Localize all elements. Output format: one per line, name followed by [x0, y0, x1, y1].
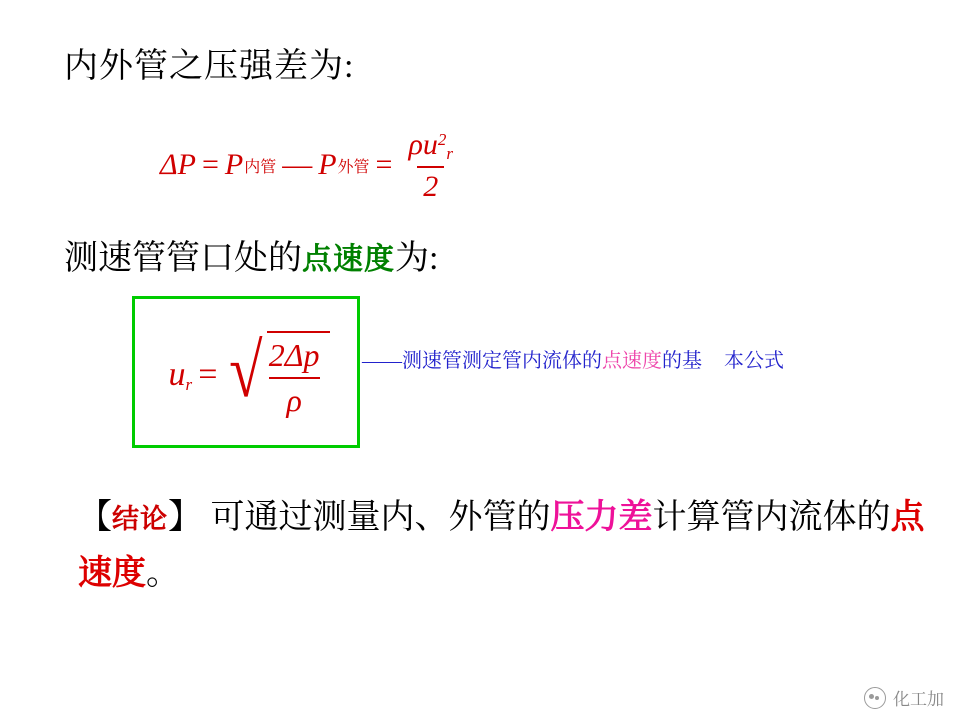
radical-sign-icon: √ — [229, 329, 263, 413]
eq2-equals: = — [196, 356, 220, 393]
line2-prefix: 测速管管口处的 — [64, 240, 302, 277]
conclusion-bracket-open: 【 — [78, 499, 112, 536]
eq1-minus: — — [282, 148, 313, 182]
heading-point-velocity — [64, 230, 438, 279]
heading-pressure-difference: 内外管之压强差为: — [64, 48, 355, 85]
wechat-icon — [864, 687, 886, 709]
conclusion-block — [78, 490, 928, 602]
eq2-radicand-denominator: ρ — [269, 377, 320, 419]
line2-suffix: 为: — [395, 240, 439, 277]
conclusion-text-3: 。 — [146, 555, 180, 593]
watermark — [864, 685, 944, 710]
annotation-text-3: 本公式 — [724, 350, 784, 372]
eq2-radicand-numerator: 2Δp — [268, 337, 320, 373]
conclusion-highlight-point-velocity: 点速度 — [78, 499, 925, 593]
eq1-u-subscript: r — [446, 144, 453, 163]
eq1-equals-1: = — [201, 148, 219, 182]
annotation-text-2: 的基 — [662, 350, 702, 372]
conclusion-highlight-pressure-diff: 压力差 — [550, 499, 653, 536]
eq1-term2-sub: 外管 — [337, 158, 370, 176]
eq2-square-root — [225, 331, 330, 419]
watermark-label: 化工加 — [893, 690, 944, 709]
conclusion-label: 结论 — [112, 504, 168, 534]
annotation-formula-note — [362, 344, 784, 373]
conclusion-text-1: 可通过测量内、外管的 — [210, 499, 551, 536]
eq1-u-exponent: 2 — [437, 130, 447, 149]
eq1-term1-base: P — [224, 148, 244, 182]
annotation-text-1: 测速管测定管内流体的 — [402, 350, 602, 372]
eq1-rho: ρ — [408, 128, 423, 161]
annotation-highlight: 点速度 — [602, 350, 662, 372]
eq2-lhs-u — [168, 356, 192, 395]
eq1-fraction — [402, 128, 459, 203]
eq1-fraction-numerator — [402, 128, 459, 166]
line2-highlight-point-velocity: 点速度 — [302, 243, 395, 276]
eq1-fraction-denominator: 2 — [417, 166, 444, 203]
eq1-term2-base: P — [318, 148, 337, 182]
eq1-u: u — [422, 128, 438, 161]
eq1-equals-2: = — [375, 148, 393, 182]
eq2-u: u — [168, 355, 186, 393]
eq2-u-subscript: r — [185, 374, 193, 394]
conclusion-bracket-close: 】 — [168, 499, 202, 536]
equation-box-frame — [132, 296, 360, 448]
conclusion-text-2: 计算管内流体的 — [652, 499, 891, 536]
annotation-dash: —— — [362, 350, 402, 372]
eq1-term1-sub: 内管 — [244, 158, 277, 176]
eq2-radicand — [267, 331, 330, 419]
eq1-lhs: ΔP — [160, 148, 196, 182]
equation-point-velocity — [135, 299, 363, 451]
equation-pressure-difference — [160, 128, 463, 203]
